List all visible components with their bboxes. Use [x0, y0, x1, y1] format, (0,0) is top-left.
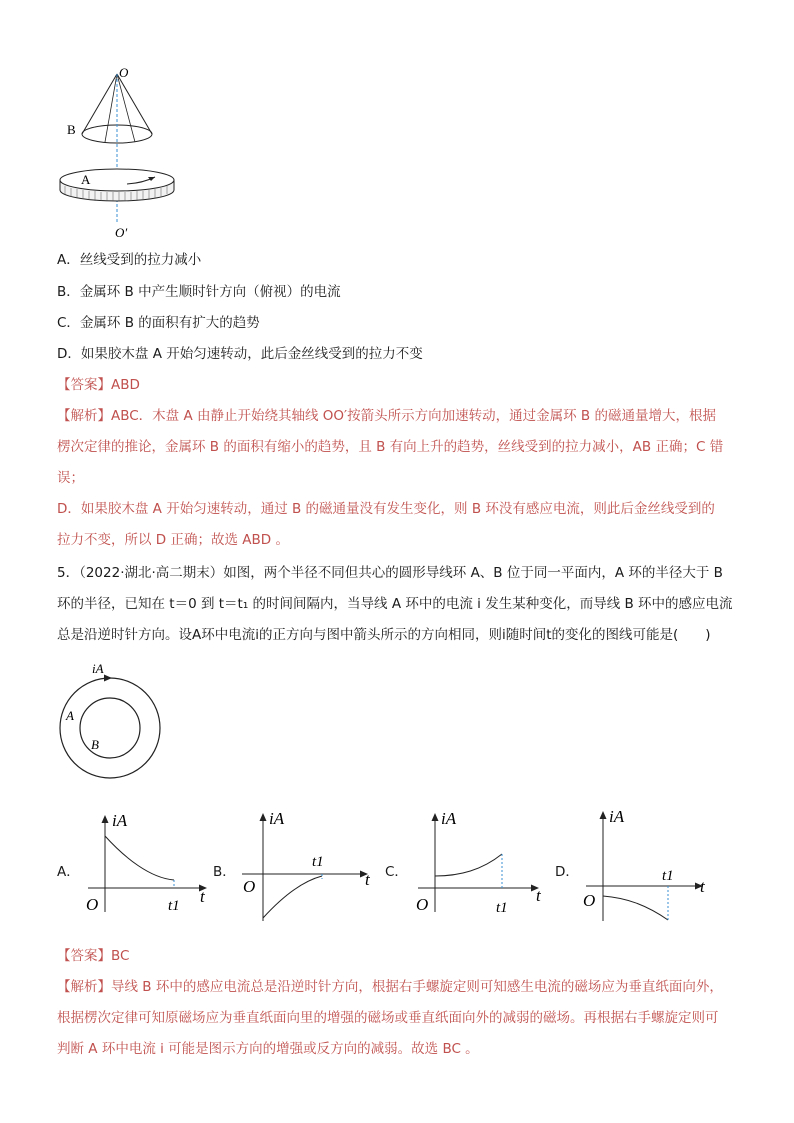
graph-option-c-label: C．	[385, 864, 408, 880]
t1-d: t1	[662, 868, 674, 884]
origin-a: O	[86, 895, 99, 914]
figure-cone-disc	[55, 62, 185, 237]
label-o: O	[119, 65, 129, 80]
q4-analysis-line-4: D．如果胶木盘 A 开始匀速转动，通过 B 的磁通量没有发生变化，则 B 环没有感应电流，则此后金丝线受到的	[57, 501, 715, 517]
q4-option-b: B．金属环 B 中产生顺时针方向（俯视）的电流	[57, 284, 341, 300]
t1-c: t1	[496, 900, 508, 916]
y-label-d: iA	[609, 807, 625, 826]
x-label-a: t	[200, 887, 205, 906]
label-a: A	[81, 172, 91, 187]
graph-option-b-label: B．	[213, 864, 236, 880]
q5-stem-line-2: 环的半径，已知在 t＝0 到 t＝t₁ 的时间间隔内，当导线 A 环中的电流 i 发生某种变化，而导线 B 环中的感应电流	[57, 596, 733, 612]
ring-b-inner-shape	[80, 698, 140, 758]
label-o-prime: O′	[115, 225, 128, 237]
x-label-c: t	[536, 886, 541, 905]
t1-a: t1	[168, 898, 180, 914]
y-label-b: iA	[269, 809, 285, 828]
q4-analysis-line-2: 楞次定律的推论，金属环 B 的面积有缩小的趋势，且 B 有向上升的趋势，丝线受到的拉力减小，AB 正确；C 错	[57, 439, 724, 455]
q5-analysis-line-2: 根据楞次定律可知原磁场应为垂直纸面向里的增强的磁场或垂直纸面向外的减弱的磁场。再根据右手螺旋定则可	[57, 1010, 719, 1026]
label-ring-b: B	[91, 737, 99, 752]
figure-concentric-rings	[58, 658, 168, 783]
answer-tag: 【答案】	[57, 377, 111, 393]
q5-stem-line-3: 总是沿逆时针方向。设A环中电流i的正方向与图中箭头所示的方向相同，则i随时间t的变化的图线可能是( )	[57, 627, 711, 643]
label-b: B	[67, 122, 76, 137]
y-label-c: iA	[441, 809, 457, 828]
curve-a	[105, 836, 174, 880]
answer-tag-q5: 【答案】	[57, 948, 111, 964]
x-label-d: t	[700, 877, 705, 896]
graph-option-d-label: D．	[555, 864, 579, 880]
y-label-a: iA	[112, 812, 128, 830]
analysis-tag: 【解析】	[57, 408, 111, 424]
q4-option-c: C．金属环 B 的面积有扩大的趋势	[57, 315, 260, 331]
q5-answer: 【答案】BC	[57, 948, 130, 964]
graph-d	[578, 806, 718, 928]
curve-d	[603, 896, 668, 920]
curve-b	[263, 876, 322, 918]
q5-stem-line-1: 5．（2022·湖北·高二期末）如图，两个半径不同但共心的圆形导线环 A、B 位于同一平面内，A 环的半径大于 B	[57, 565, 723, 581]
q4-analysis-line-5: 拉力不变，所以 D 正确；故选 ABD 。	[57, 532, 289, 548]
q4-analysis-line-1: 【解析】ABC．木盘 A 由静止开始绕其轴线 OO′按箭头所示方向加速转动，通过金属环 B 的磁通量增大，根据	[57, 408, 716, 424]
x-label-b: t	[365, 870, 370, 889]
q5-analysis-line-3: 判断 A 环中电流 i 可能是图示方向的增强或反方向的减弱。故选 BC 。	[57, 1041, 479, 1057]
t1-b: t1	[312, 854, 324, 870]
graph-b	[238, 806, 378, 926]
graph-option-a-label: A．	[57, 864, 80, 880]
q4-option-a: A．丝线受到的拉力减小	[57, 252, 202, 268]
q4-option-d: D．如果胶木盘 A 开始匀速转动，此后金丝线受到的拉力不变	[57, 346, 423, 362]
origin-c: O	[416, 895, 429, 914]
analysis-tag-q5: 【解析】	[57, 979, 111, 995]
q4-analysis-line-3: 误；	[57, 470, 84, 486]
label-ia: iA	[92, 661, 104, 676]
curve-c	[435, 854, 502, 876]
q4-answer: 【答案】ABD	[57, 377, 140, 393]
origin-b: O	[243, 877, 256, 896]
origin-d: O	[583, 891, 596, 910]
ring-a-shape	[60, 678, 160, 778]
q5-analysis-line-1: 【解析】导线 B 环中的感应电流总是沿逆时针方向，根据右手螺旋定则可知感生电流的磁场应为垂直纸面向外，	[57, 979, 723, 995]
graph-a	[80, 812, 215, 922]
graph-c	[410, 808, 550, 920]
label-ring-a: A	[66, 708, 74, 723]
